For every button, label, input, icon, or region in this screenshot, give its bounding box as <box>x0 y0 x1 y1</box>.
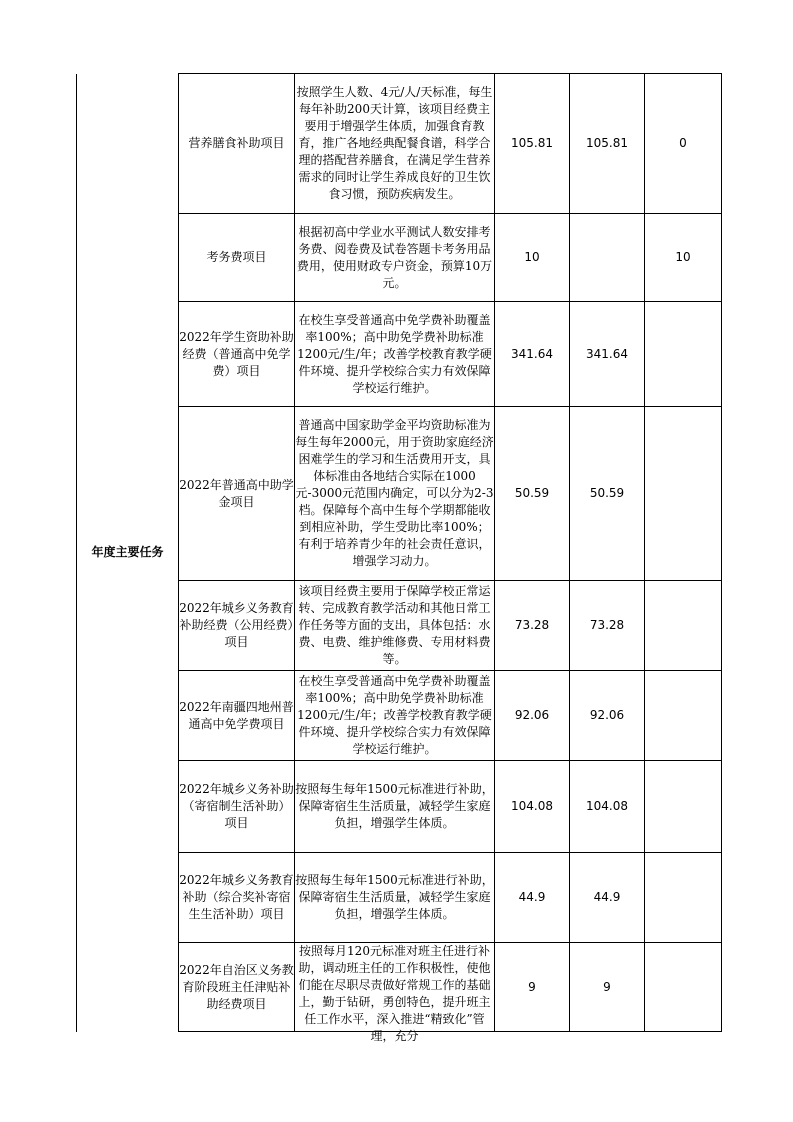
amount-fiscal: 50.59 <box>570 407 645 581</box>
project-description-cell <box>295 943 495 1043</box>
amount-total: 73.28 <box>495 581 570 671</box>
amount-other <box>645 581 722 671</box>
amount-fiscal: 105.81 <box>570 74 645 214</box>
amount-fiscal: 73.28 <box>570 581 645 671</box>
amount-total: 104.08 <box>495 761 570 853</box>
project-description: 按照每生每年1500元标准进行补助，保障寄宿生生活质量，减轻学生家庭负担，增强学生体质。 <box>295 853 495 943</box>
project-name: 2022年南疆四地州普通高中免学费项目 <box>179 671 295 761</box>
amount-other: 0 <box>645 74 722 214</box>
project-name: 2022年城乡义务教育补助经费（公用经费）项目 <box>179 581 295 671</box>
amount-fiscal: 92.06 <box>570 671 645 761</box>
project-description: 根据初高中学业水平测试人数安排考务费、阅卷费及试卷答题卡考务用品费用，使用财政专户资金，预算10万元。 <box>295 214 495 302</box>
amount-other <box>645 853 722 943</box>
amount-total: 50.59 <box>495 407 570 581</box>
amount-total: 10 <box>495 214 570 302</box>
amount-other <box>645 943 722 1032</box>
project-name: 2022年自治区义务教育阶段班主任津贴补助经费项目 <box>179 943 295 1032</box>
project-description: 按照每生每年1500元标准进行补助，保障寄宿生生活质量，减轻学生家庭负担，增强学生体质。 <box>295 761 495 853</box>
amount-other <box>645 671 722 761</box>
project-name: 2022年城乡义务补助（寄宿制生活补助）项目 <box>179 761 295 853</box>
amount-other <box>645 302 722 407</box>
amount-total: 92.06 <box>495 671 570 761</box>
project-description: 普通高中国家助学金平均资助标准为每生每年2000元，用于资助家庭经济困难学生的学习和生活费用开支，具体标准由各地结合实际在1000元-3000元范围内确定，可以分为2-3档。保障每个高中生每个学期都能收到相应补助，学生受助比率100%；有利于培养青少年的社会责任意识，增强学习动力。 <box>295 407 495 581</box>
project-name: 2022年学生资助补助经费（普通高中免学费）项目 <box>179 302 295 407</box>
project-name: 考务费项目 <box>179 214 295 302</box>
amount-fiscal: 9 <box>570 943 645 1032</box>
project-description: 按照学生人数、4元/人/天标准，每生每年补助200天计算，该项目经费主要用于增强学生体质，加强食育教育，推广各地经典配餐食谱，科学合理的搭配营养膳食，在满足学生营养需求的同时让学生养成良好的卫生饮食习惯，预防疾病发生。 <box>295 74 495 214</box>
project-description: 在校生享受普通高中免学费补助覆盖率100%；高中助免学费补助标准1200元/生/年；改善学校教育教学硬件环境、提升学校综合实力有效保障学校运行维护。 <box>295 671 495 761</box>
amount-fiscal: 341.64 <box>570 302 645 407</box>
amount-fiscal: 44.9 <box>570 853 645 943</box>
amount-total: 44.9 <box>495 853 570 943</box>
amount-fiscal <box>570 214 645 302</box>
project-name: 2022年城乡义务教育补助（综合奖补寄宿生生活补助）项目 <box>179 853 295 943</box>
table-row <box>77 74 722 214</box>
amount-total: 9 <box>495 943 570 1032</box>
amount-fiscal: 104.08 <box>570 761 645 853</box>
amount-other: 10 <box>645 214 722 302</box>
section-label: 年度主要任务 <box>77 74 179 1032</box>
task-table <box>76 73 722 1043</box>
project-description: 在校生享受普通高中免学费补助覆盖率100%；高中助免学费补助标准1200元/生/年；改善学校教育教学硬件环境、提升学校综合实力有效保障学校运行维护。 <box>295 302 495 407</box>
project-name: 营养膳食补助项目 <box>179 74 295 214</box>
amount-total: 105.81 <box>495 74 570 214</box>
amount-total: 341.64 <box>495 302 570 407</box>
project-description: 该项目经费主要用于保障学校正常运转、完成教育教学活动和其他日常工作任务等方面的支出，具体包括：水费、电费、维护维修费、专用材料费等。 <box>295 581 495 671</box>
amount-other <box>645 761 722 853</box>
amount-other <box>645 407 722 581</box>
project-description: 按照每月120元标准对班主任进行补助，调动班主任的工作积极性，使他们能在尽职尽责做好常规工作的基础上，勤于钻研，勇创特色，提升班主任工作水平，深入推进“精致化”管理，充分 <box>298 944 491 1043</box>
project-name: 2022年普通高中助学金项目 <box>179 407 295 581</box>
